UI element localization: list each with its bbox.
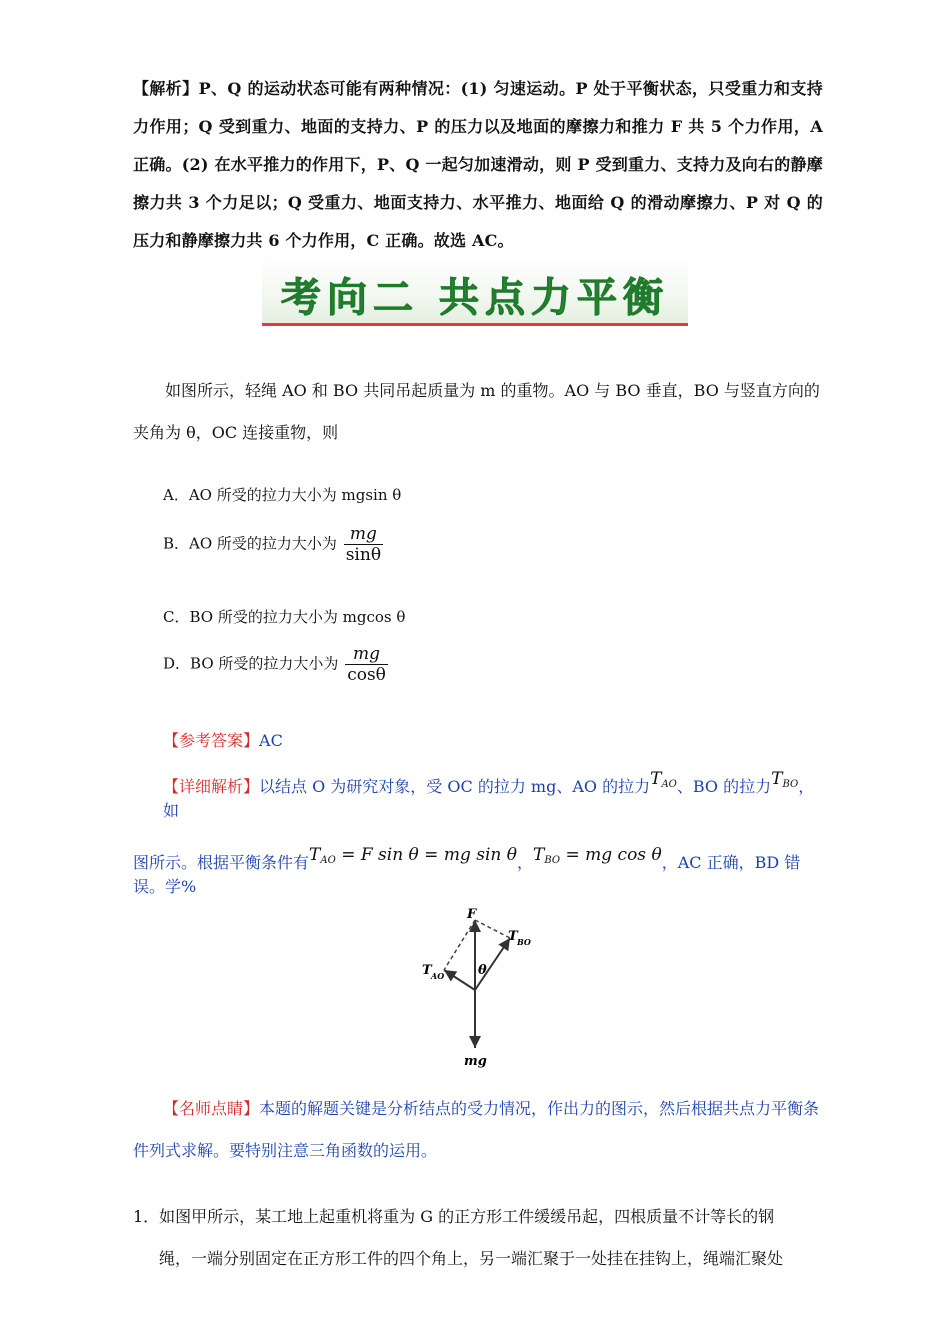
option-b-numerator: mg <box>349 524 377 544</box>
tao-arrow <box>444 970 475 990</box>
question-stem-text: 如图所示，轻绳 AO 和 BO 共同吊起质量为 m 的重物。AO 与 BO 垂直，BO 与竖直方向的夹角为 θ，OC 连接重物，则 <box>133 381 820 442</box>
label-mg: mg <box>464 1054 487 1069</box>
analysis-paragraph: 【解析】P、Q 的运动状态可能有两种情况：(1) 匀速运动。P 处于平衡状态，只受重力和支持力作用；Q 受到重力、地面的支持力、P 的压力以及地面的摩擦力和推力 F 共 5 个力作用，A 正确。(2) 在水平推力的作用下，P、Q 一起匀加速滑动，则 P 受到重力、支持力及向右的静摩擦力共 3 个力足以；Q 受重力、地面支持力、水平推力、地面给 Q 的滑动摩擦力、P 对 Q 的压力和静摩擦力共 6 个力作用，C 正确。故选 AC。 <box>133 79 823 250</box>
option-d-numerator: mg <box>353 644 381 664</box>
force-diagram <box>400 900 560 1075</box>
eq2-symbol <box>533 845 662 865</box>
eq2-t-subscript: BO <box>544 855 561 866</box>
eq1-t-letter: T <box>309 845 321 865</box>
t-ao-letter: T <box>650 769 662 789</box>
option-b <box>163 524 383 565</box>
option-a <box>163 484 401 505</box>
label-tao-sub: AO <box>431 971 445 981</box>
answer-tag: 【参考答案】 <box>163 731 260 750</box>
label-tbo-sub: BO <box>517 937 531 947</box>
question-1-line-2: 绳，一端分别固定在正方形工件的四个角上，另一端汇聚于一处挂在挂钩上，绳端汇聚处 <box>159 1249 784 1268</box>
dashed-line-left <box>444 920 475 970</box>
option-a-text: A．AO 所受的拉力大小为 mgsin θ <box>163 486 402 504</box>
option-b-text: B．AO 所受的拉力大小为 <box>163 534 337 553</box>
label-tao: T <box>422 963 432 978</box>
option-c <box>163 606 405 627</box>
dashed-line-top <box>475 920 510 938</box>
option-d <box>163 644 388 685</box>
label-tbo: T <box>508 929 518 944</box>
t-ao-subscript: AO <box>661 779 677 790</box>
option-b-fraction <box>344 524 383 565</box>
detail-tag: 【详细解析】 <box>163 777 260 796</box>
t-ao-symbol <box>650 769 677 789</box>
section-banner <box>262 256 688 326</box>
option-d-denominator: cosθ <box>347 665 386 685</box>
detail-line2-text-a: 图所示。根据平衡条件有 <box>133 853 310 872</box>
eq1-symbol <box>309 845 517 865</box>
detail-line-2 <box>133 845 823 897</box>
tip-text: 本题的解题关键是分析结点的受力情况，作出力的图示，然后根据共点力平衡条件列式求解。要特别注意三角函数的运用。 <box>133 1099 820 1160</box>
t-bo-symbol <box>771 769 798 789</box>
detail-text-a: 以结点 O 为研究对象，受 OC 的拉力 mg、AO 的拉力 <box>259 777 651 796</box>
label-theta: θ <box>478 963 487 978</box>
t-bo-letter: T <box>771 769 783 789</box>
eq1-t-subscript: AO <box>320 855 336 866</box>
detail-line2-text-b: ，AC 正确，BD 错误。学% <box>133 853 801 896</box>
equation-1: = F sin θ = mg sin θ <box>341 845 517 865</box>
question-1 <box>133 1196 823 1280</box>
question-stem <box>133 370 823 454</box>
teacher-tip <box>133 1088 823 1172</box>
equation-2: = mg cos θ <box>565 845 662 865</box>
detail-line-1 <box>163 769 823 821</box>
section-banner-title: 考向二 共点力平衡 <box>281 275 669 321</box>
tip-tag: 【名师点睛】 <box>163 1099 260 1118</box>
option-c-text: C．BO 所受的拉力大小为 mgcos θ <box>163 608 406 626</box>
eq2-t-letter: T <box>533 845 545 865</box>
label-f: F <box>467 907 477 922</box>
question-1-line-1: 1．如图甲所示，某工地上起重机将重为 G 的正方形工件缓缓吊起，四根质量不计等长的钢 <box>133 1207 775 1226</box>
option-b-denominator: sinθ <box>345 545 382 565</box>
detail-text-b: 、BO 的拉力 <box>676 777 772 796</box>
answer-value: AC <box>259 731 283 750</box>
t-bo-subscript: BO <box>782 779 799 790</box>
option-d-text: D．BO 所受的拉力大小为 <box>163 654 339 673</box>
detail-text-c: ，如 <box>163 777 815 820</box>
equation-separator: ， <box>517 853 534 872</box>
option-d-fraction <box>345 644 388 685</box>
reference-answer <box>163 728 283 751</box>
